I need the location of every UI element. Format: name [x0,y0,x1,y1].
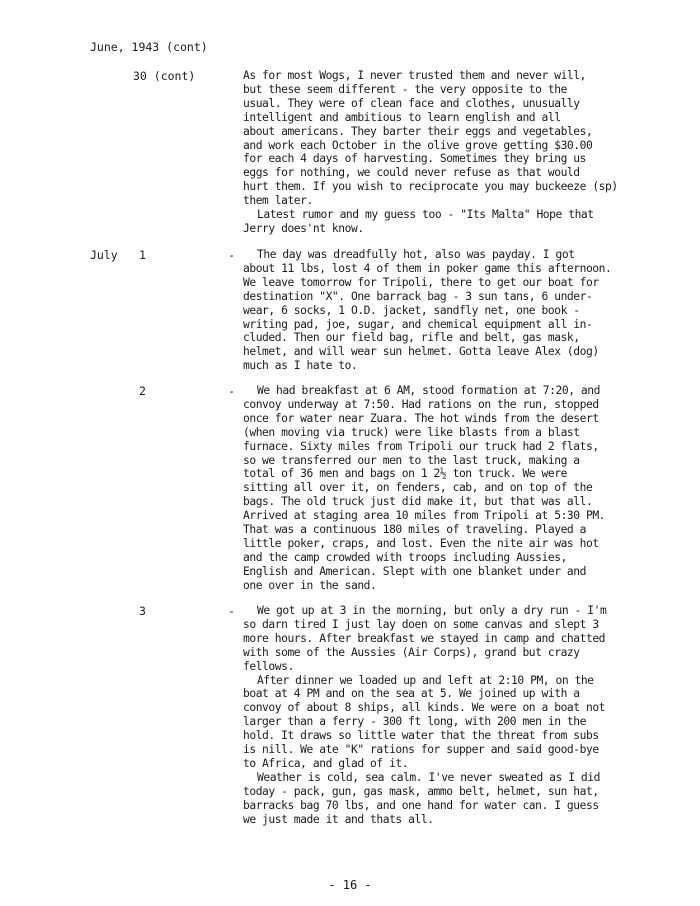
text-line: cluded. Then our field bag, rifle and belt, gas mask, [243,331,580,345]
text-line: We got up at 3 in the morning, but only a dry run - I'm [257,604,607,617]
text-line: bags. The old truck just did make it, but that was all. [243,495,593,509]
text-line: so we transferred our men to the last truck, making a [243,453,580,467]
text-line: hold. It draws so little water that the threat from subs [243,729,599,743]
entry-text [243,604,638,827]
text-line: barracks bag 70 lbs, and one hand for water can. I guess [243,798,599,812]
text-line: and work each October in the olive grove getting $30.00 [243,138,593,152]
text-line: today - pack, gun, gas mask, ammo belt, helmet, sun hat, [243,784,599,798]
text-line: furnace. Sixty miles from Tripoli our truck had 2 flats, [243,439,599,453]
text-line: The day was dreadfully hot, also was payday. I got [257,248,575,261]
text-line: wear, 6 socks, 1 O.D. jacket, sandfly net, one book - [243,303,580,317]
text-line: intelligent and ambitious to learn english and all [243,110,561,124]
page-number: - 16 - [328,878,372,892]
text-line: much as I hate to. [243,359,358,373]
entry-day: 3 [139,604,146,618]
text-line: After dinner we loaded up and left at 2:10 PM, on the [257,673,594,687]
text-line: more hours. After breakfast we stayed in camp and chatted [243,631,606,645]
entry-dash: - [228,248,235,262]
text-line: boat at 4 PM and on the sea at 5. We joined up with a [243,687,580,701]
text-line: for each 4 days of harvesting. Sometimes they bring us [243,152,586,166]
text-line: (when moving via truck) were like blasts from a blast [243,425,580,439]
text-line: we just made it and thats all. [243,812,434,826]
text-line: with some of the Aussies (Air Corps), grand but crazy [243,645,580,659]
text-line: once for water near Zuara. The hot winds from the desert [243,411,599,425]
text-line: That was a continuous 180 miles of traveling. Played a [243,523,586,537]
entry-day: 1 [139,248,146,262]
text-line: them later. [243,194,313,208]
page-header-date: June, 1943 (cont) [90,40,208,54]
text-line: We had breakfast at 6 AM, stood formation at 7:20, and [257,384,600,397]
text-line: Latest rumor and my guess too - "Its Malta" Hope that [257,208,594,222]
text-line: to Africa, and glad of it. [243,756,409,770]
entry-day: 2 [139,384,146,398]
text-line: sitting all over it, on fenders, cab, and on top of the [243,481,593,495]
text-line: Jerry does'nt know. [243,221,364,235]
text-line: destination "X". One barrack bag - 3 sun tans, 6 under- [243,289,593,303]
text-line: fellows. [243,659,294,673]
text-line: convoy underway at 7:50. Had rations on the run, stopped [243,397,599,411]
text-line: total of 36 men and bags on 1 2½ ton truck. We were [243,467,567,481]
entry-dash: - [228,604,235,618]
entry-month: July [90,248,118,262]
text-line: We leave tomorrow for Tripoli, there to get our boat for [243,275,599,289]
text-line: so darn tired I just lay doen on some canvas and slept 3 [243,617,599,631]
text-line: but these seem different - the very opposite to the [243,82,567,96]
text-line: one over in the sand. [243,578,377,592]
entry-text [243,384,638,593]
text-line: writing pad, joe, sugar, and chemical equipment all in- [243,317,593,331]
text-line: little poker, craps, and lost. Even the nite air was hot [243,536,599,550]
entry-text [243,248,638,373]
text-line: convoy of about 8 ships, all kinds. We were on a boat not [243,701,606,715]
entry-dash: - [228,384,235,398]
text-line: eggs for nothing, we could never refuse as that would [243,166,580,180]
text-line: As for most Wogs, I never trusted them and never will, [243,69,586,82]
text-line: about 11 lbs, lost 4 of them in poker game this afternoon. [243,261,612,275]
entry-text [243,69,638,236]
text-line: Arrived at staging area 10 miles from Tripoli at 5:30 PM. [243,509,606,523]
text-line: English and American. Slept with one blanket under and [243,564,586,578]
text-line: usual. They were of clean face and clothes, unusually [243,96,580,110]
text-line: is nill. We ate "K" rations for supper and said good-bye [243,743,599,757]
text-line: and the camp crowded with troops including Aussies, [243,550,567,564]
entry-day: 30 (cont) [133,69,196,83]
text-line: larger than a ferry - 300 ft long, with 200 men in the [243,715,586,729]
text-line: Weather is cold, sea calm. I've never sweated as I did [257,770,600,784]
text-line: about americans. They barter their eggs and vegetables, [243,124,593,138]
text-line: hurt them. If you wish to reciprocate you may buckeeze (sp) [243,180,618,194]
text-line: helmet, and will wear sun helmet. Gotta leave Alex (dog) [243,345,599,359]
